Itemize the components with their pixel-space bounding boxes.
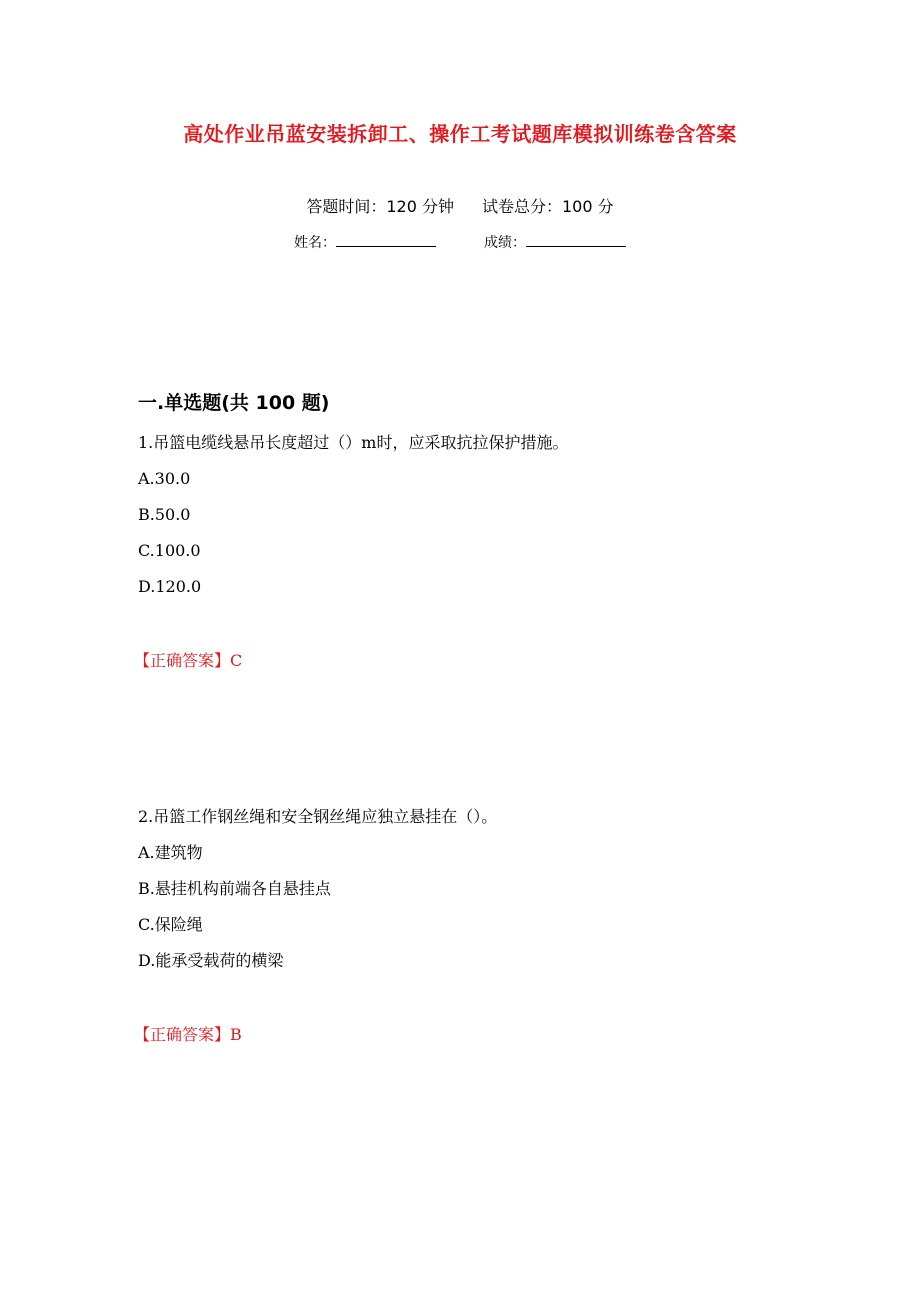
- correct-answer: [134, 1025, 838, 1045]
- grade-label: 成绩：: [484, 235, 526, 251]
- answer-value: C: [230, 651, 243, 670]
- section-heading: 一.单选题(共 100 题): [138, 392, 330, 414]
- option-a: A.30.0: [138, 469, 191, 488]
- exam-title: 高处作业吊蓝安装拆卸工、操作工考试题库模拟训练卷含答案: [183, 122, 737, 146]
- answer-label: 【正确答案】: [134, 651, 231, 670]
- question-2: [134, 807, 838, 1045]
- option-c: C.保险绳: [138, 915, 203, 934]
- answer-value: B: [230, 1025, 242, 1044]
- option-b: B.悬挂机构前端各自悬挂点: [138, 879, 331, 898]
- answer-label: 【正确答案】: [134, 1025, 231, 1044]
- name-label: 姓名：: [294, 235, 336, 251]
- option-d: D.120.0: [138, 577, 202, 596]
- grade-blank: [526, 234, 626, 247]
- option-b: B.50.0: [138, 505, 191, 524]
- question-stem: 2.吊篮工作钢丝绳和安全钢丝绳应独立悬挂在（）。: [138, 807, 498, 826]
- student-info-row: [0, 232, 920, 252]
- time-label: 答题时间：120 分钟: [306, 197, 454, 216]
- score-label: 试卷总分：100 分: [482, 197, 614, 216]
- option-c: C.100.0: [138, 541, 201, 560]
- name-blank: [336, 234, 436, 247]
- question-1: [134, 433, 838, 671]
- option-a: A.建筑物: [138, 843, 203, 862]
- exam-meta-row: [0, 194, 920, 217]
- question-stem: 1.吊篮电缆线悬吊长度超过（）m时，应采取抗拉保护措施。: [138, 433, 569, 452]
- option-d: D.能承受载荷的横梁: [138, 951, 284, 970]
- correct-answer: [134, 651, 838, 671]
